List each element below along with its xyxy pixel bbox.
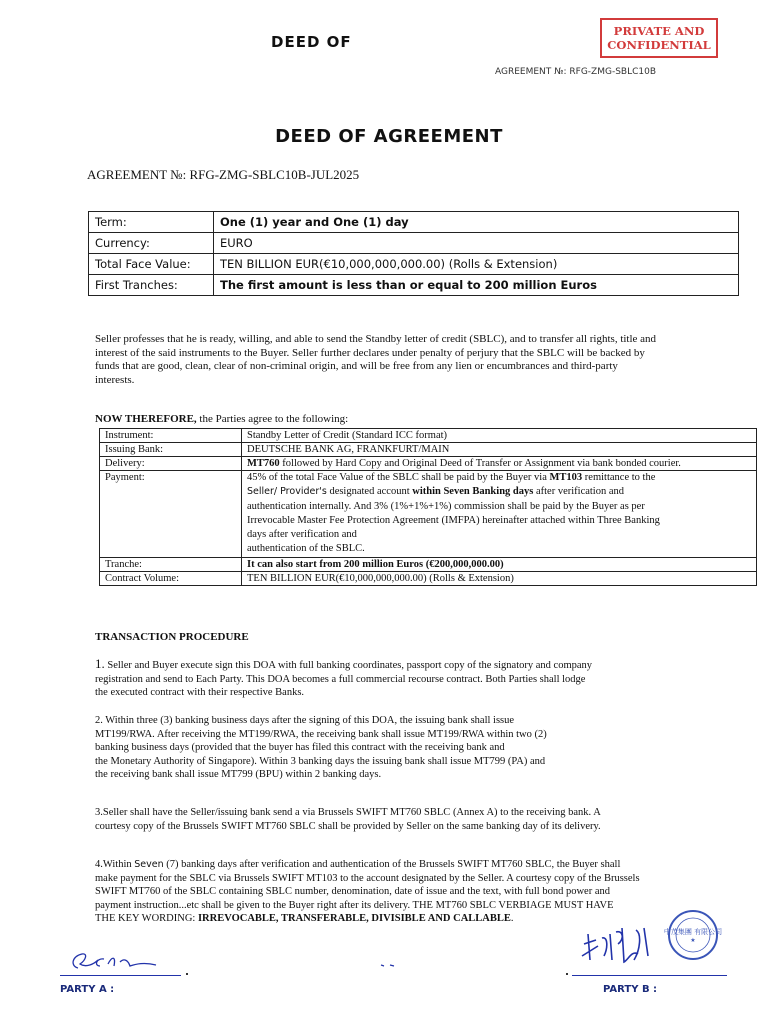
payment-text: 45% of the total Face Value of the SBLC shall be paid by the Buyer via [247,472,550,483]
step-line: the executed contract with their respective Banks. [95,687,305,699]
company-seal [663,909,723,961]
procedure-heading: TRANSACTION PROCEDURE [95,631,249,643]
summary-table [88,211,739,296]
step-line: MT199/RWA. After receiving the MT199/RWA, the receiving bank shall issue MT199/RWA within two (2) [95,728,547,740]
step-line: 2. Within three (3) banking business days after the signing of this DOA, the issuing bank shall issue [95,715,515,726]
center-mark [380,964,396,967]
payment-value [242,471,757,558]
intro-line: funds that are good, clean, clear of non-criminal origin, and will be free from any lien or encumbrances and third-party [95,360,618,372]
issuing-bank-label: Issuing Bank: [100,443,242,457]
intro-line: interests. [95,373,135,386]
table-row [100,429,757,443]
face-value-value: TEN BILLION EUR(€10,000,000,000.00) (Rolls & Extension) [214,254,739,275]
stamp-line-1: PRIVATE AND [613,24,705,38]
payment-line: Irrevocable Master Fee Protection Agreement (IMFPA) hereinafter attached within Three Banking [247,514,660,526]
currency-value: EURO [214,233,739,254]
payment-line [247,471,751,485]
step-line: registration and send to Each Party. This DOA becomes a full commercial recourse contract. Both Parties shall lodge [95,673,586,685]
party-b-signature-line [572,975,727,976]
instrument-value: Standby Letter of Credit (Standard ICC format) [242,429,757,443]
currency-label: Currency: [89,233,214,254]
payment-text: after verification and [533,486,625,498]
table-row [89,233,739,254]
party-a-signature [64,944,184,978]
contract-volume-label: Contract Volume: [100,571,242,585]
stamp-line-2: CONFIDENTIAL [607,38,711,52]
payment-label: Payment: [100,471,242,558]
payment-line: authentication internally. And 3% (1%+1%+1%) commission shall be paid by the Buyer as per [247,500,645,512]
header-clipped-agreement: AGREEMENT №: RFG-ZMG-SBLC10B [495,67,657,77]
now-therefore-rest: the Parties agree to the following: [196,413,349,425]
step-line [95,858,705,872]
table-row [89,275,739,296]
intro-line: interest of the said instruments to the Buyer. Seller further declares under penalty of perjury that the SBLC will be backed by [95,346,645,359]
tranche-bold: It can also start from 200 million Euros (€200,000,000.00) [247,558,504,570]
step-number: 1. [95,656,105,671]
payment-line [247,485,751,499]
dot-mark [566,973,568,975]
delivery-value [242,457,757,471]
step-text: 4.Within [95,859,135,870]
seal-text: 中茂集團 有限公司 [663,928,723,936]
intro-line: Seller professes that he is ready, willing, and able to send the Standby letter of credit (SBLC), and to transfer all rights, title and [95,333,657,345]
delivery-bold: MT760 [247,458,280,469]
instrument-label: Instrument: [100,429,242,443]
step-line: SWIFT MT760 of the SBLC containing SBLC number, denomination, date of issue and the text, with full bond power and [95,886,610,898]
header-clipped-title: DEED OF [271,33,352,51]
dot-mark [186,973,188,975]
now-therefore-line [95,413,348,425]
procedure-step-2 [95,714,695,782]
key-wording: IRREVOCABLE, TRANSFERABLE, DIVISIBLE AND CALLABLE [197,913,511,925]
issuing-bank-value: DEUTSCHE BANK AG, FRANKFURT/MAIN [242,443,757,457]
procedure-step-3 [95,806,705,833]
step-line: 3.Seller shall have the Seller/issuing bank send a via Brussels SWIFT MT760 SBLC (Annex A) to the receiving bank. A [95,807,601,818]
table-row [100,571,757,585]
table-row [100,457,757,471]
seal-star: ★ [690,937,696,944]
step-line: the receiving bank shall issue MT799 (BPU) within 2 banking days. [95,769,382,781]
table-row [89,212,739,233]
step-text: (7) banking days after verification and authentication of the Brussels SWIFT MT760 SBLC, the Buyer shall [163,859,621,870]
contract-volume-value: TEN BILLION EUR(€10,000,000,000.00) (Rolls & Extension) [242,571,757,585]
step-line: the Monetary Authority of Singapore). Within 3 banking days the issuing bank shall issue MT799 (PA) and [95,755,546,767]
tranche-value [242,557,757,571]
now-therefore-bold: NOW THEREFORE, [95,413,197,425]
step-text: . [510,913,514,925]
step-line [95,657,695,673]
procedure-step-1 [95,657,695,700]
payment-line: days after verification and [247,529,357,541]
payment-text: designated account [326,486,413,498]
step-line: banking business days (provided that the buyer has filed this contract with the receiving bank and [95,742,505,754]
payment-text: remittance to the [582,472,656,483]
first-tranches-value: The first amount is less than or equal to 200 million Euros [214,275,739,296]
payment-mt103: MT103 [549,472,583,483]
term-label: Term: [89,212,214,233]
procedure-step-4 [95,858,705,926]
face-value-label: Total Face Value: [89,254,214,275]
delivery-label: Delivery: [100,457,242,471]
party-a-label: PARTY A : [60,984,115,995]
step-text: THE KEY WORDING: [95,913,198,925]
tranche-label: Tranche: [100,557,242,571]
terms-table [99,428,757,586]
payment-bold: within Seven Banking days [412,486,534,498]
intro-paragraph [95,333,695,387]
payment-line: authentication of the SBLC. [247,543,365,555]
confidential-stamp [600,18,718,58]
delivery-rest: followed by Hard Copy and Original Deed of Transfer or Assignment via bank bonded courier. [279,458,681,469]
agreement-number: AGREEMENT №: RFG-ZMG-SBLC10B-JUL2025 [87,167,360,182]
payment-text: Seller/ Provider's [247,486,327,498]
document-title: DEED OF AGREEMENT [275,126,503,147]
party-b-signature [578,920,658,970]
table-row [100,443,757,457]
table-row [100,471,757,558]
term-value: One (1) year and One (1) day [214,212,739,233]
step-text: Seven [134,859,164,870]
first-tranches-label: First Tranches: [89,275,214,296]
party-b-label: PARTY B : [603,984,658,995]
step-line: payment instruction...etc shall be given to the Buyer right after its delivery. THE MT760 SBLC VERBIAGE MUST HAVE [95,899,614,911]
party-a-signature-line [60,975,181,976]
step-line: courtesy copy of the Brussels SWIFT MT760 SBLC shall be provided by Seller on the same banking day of its delivery. [95,820,601,832]
table-row [100,557,757,571]
step-line: make payment for the SBLC via Brussels SWIFT MT103 to the account designated by the Seller. A courtesy copy of the Brussels [95,872,640,884]
step-text: Seller and Buyer execute sign this DOA with full banking coordinates, passport copy of the signatory and company [104,660,593,671]
table-row [89,254,739,275]
